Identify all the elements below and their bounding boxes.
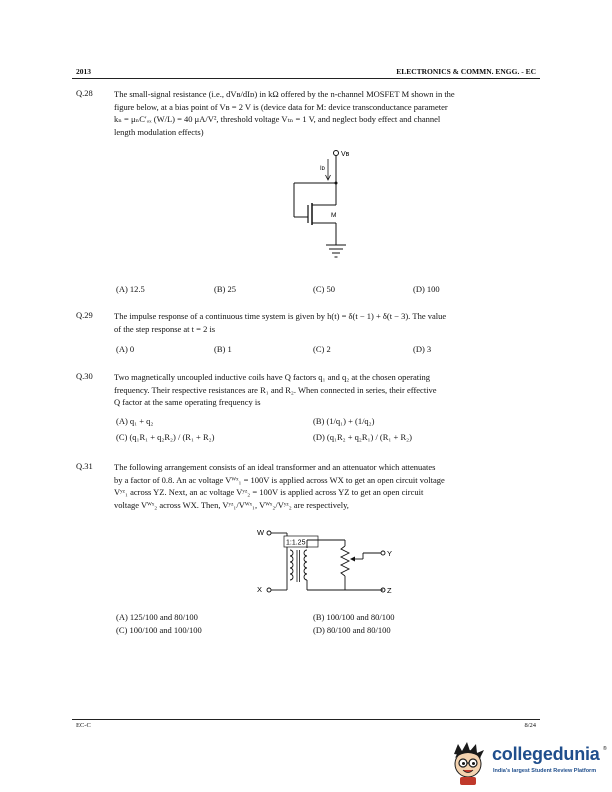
question-number: Q.28 <box>76 88 93 98</box>
subject-header: ELECTRONICS & COMMN. ENGG. - EC <box>396 67 536 76</box>
option-d: (D) 80/100 and 80/100 <box>313 625 391 635</box>
option-b: (B) 100/100 and 80/100 <box>313 612 395 622</box>
option-a: (A) 125/100 and 80/100 <box>116 612 198 622</box>
collegedunia-logo <box>446 740 608 786</box>
question-text: Vʸᶻ₁ across YZ. Next, an ac voltage Vʸᶻ₂ = 100V is applied across YZ to get an open circuit <box>114 487 424 497</box>
id-label: Iᴅ <box>320 166 325 172</box>
page-number: 8/24 <box>524 722 536 729</box>
terminal-y-label: Y <box>387 549 393 558</box>
terminal-x-label: X <box>257 585 263 594</box>
option-d: (D) (q₁R₂ + q₂R₁) / (R₁ + R₂) <box>313 432 412 442</box>
primary-coil <box>290 550 293 580</box>
option-a: (A) 0 <box>116 344 135 354</box>
question-text: of the step response at t = 2 is <box>114 323 216 334</box>
question-text: The following arrangement consists of an ideal transformer and an attenuator which attenuates <box>114 462 436 472</box>
option-a: (A) q₁ + q₂ <box>116 416 154 426</box>
header-rule <box>72 78 540 79</box>
question-text: Q factor at the same operating frequency is <box>114 397 261 407</box>
option-c: (C) 50 <box>313 284 335 294</box>
option-b: (B) (1/q₁) + (1/q₂) <box>313 416 375 426</box>
mosfet-circuit-diagram <box>280 145 370 270</box>
option-c: (C) 100/100 and 100/100 <box>116 625 202 635</box>
question-text: by a factor of 0.8. An ac voltage Vᵂˣ₁ = 100V is applied across WX to get an open circuit voltage <box>114 474 445 485</box>
option-d: (D) 3 <box>413 344 432 354</box>
vb-terminal <box>334 151 339 156</box>
mascot-icon <box>446 740 490 786</box>
turns-ratio-label: 1:1.25 <box>286 539 306 547</box>
terminal-z-label: Z <box>387 586 392 595</box>
attenuator-resistor <box>341 546 349 576</box>
option-b: (B) 1 <box>214 344 232 354</box>
brand-name: collegedunia <box>492 744 600 764</box>
terminal-w <box>267 531 271 535</box>
question-text: figure below, at a bias point of Vʙ = 2 V is (device data for M: device transconductance parameter <box>114 101 448 112</box>
option-c: (C) 2 <box>313 344 331 354</box>
exam-year: 2013 <box>76 67 91 76</box>
question-text: length modulation effects) <box>114 126 204 137</box>
question-number: Q.29 <box>76 310 93 320</box>
mosfet-label: M <box>331 212 337 219</box>
mascot-eye <box>462 762 465 765</box>
transformer-attenuator-diagram <box>255 526 395 600</box>
question-number: Q.31 <box>76 461 93 471</box>
secondary-coil <box>304 550 307 580</box>
terminal-y <box>381 551 385 555</box>
brand-tagline: India's largest Student Review Platform <box>493 768 597 774</box>
mascot-eye <box>472 762 475 765</box>
terminal-w-label: W <box>257 528 265 537</box>
question-number: Q.30 <box>76 371 93 381</box>
registered-mark: ® <box>603 746 607 752</box>
question-text: frequency. Their respective resistances are R₁ and R₂. When connected in series, their effective <box>114 384 437 395</box>
question-text: Two magnetically uncoupled inductive coils have Q factors q₁ and q₂ at the chosen operating <box>114 372 430 382</box>
mascot-shirt <box>460 777 476 785</box>
question-text: kₙ = μₙC′ₒₓ (W/L) = 40 μA/V², threshold voltage Vₜₙ = 1 V, and neglect body effect and channel <box>114 114 441 124</box>
question-text: The small-signal resistance (i.e., dVʙ/dIᴅ) in kΩ offered by the n-channel MOSFET M shown in the <box>114 89 455 99</box>
terminal-x <box>267 588 271 592</box>
option-d: (D) 100 <box>413 284 440 294</box>
vb-label: Vʙ <box>341 151 350 158</box>
option-b: (B) 25 <box>214 284 236 294</box>
paper-code: EC-C <box>76 722 91 729</box>
question-text: The impulse response of a continuous time system is given by h(t) = δ(t − 1) + δ(t − 3). The value <box>114 311 447 321</box>
footer-rule <box>72 719 540 720</box>
wiper-arrow-icon <box>350 557 355 562</box>
question-text: voltage Vᵂˣ₂ across WX. Then, Vʸᶻ₁/Vᵂˣ₁, Vᵂˣ₂/Vʸᶻ₂ are respectively, <box>114 499 349 510</box>
option-a: (A) 12.5 <box>116 284 145 294</box>
option-c: (C) (q₁R₁ + q₂R₂) / (R₁ + R₂) <box>116 432 215 442</box>
